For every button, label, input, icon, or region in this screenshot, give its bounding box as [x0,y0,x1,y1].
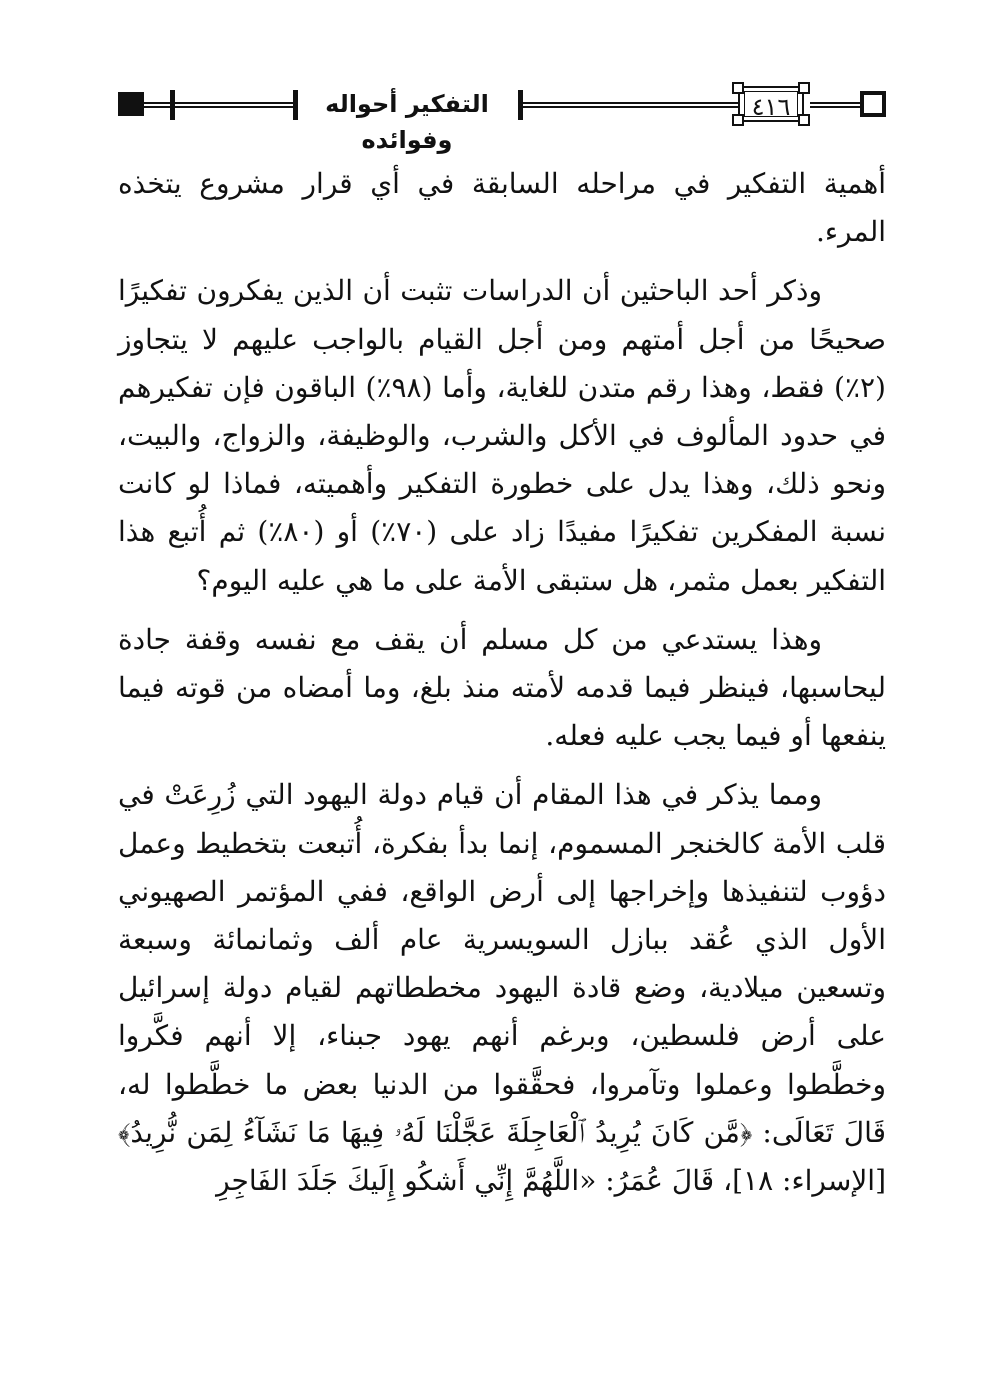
header-rule-right [810,102,860,108]
header-rule-middle [523,102,738,108]
black-square-ornament [118,92,144,116]
paragraph: وذكر أحد الباحثين أن الدراسات تثبت أن الذين يفكرون تفكيرًا صحيحًا من أجل أمتهم ومن أجل القيام بالواجب عليهم لا يتجاوز (٢٪) فقط، وهذا رقم متدن للغاية، وأما (٩٨٪) الباقون فإن تفكيرهم في حدود المألوف في الأكل والشرب، والوظيفة، والزواج، والبيت، ونحو ذلك، وهذا يدل على خطورة التفكير وأهميته، فماذا لو كانت نسبة المفكرين تفكيرًا مفيدًا زاد على (٧٠٪) أو (٨٠٪) ثم أُتبع هذا التفكير بعمل مثمر، هل ستبقى الأمة على ما هي عليه اليوم؟ [118,274,886,597]
page-number-frame [738,86,804,122]
outline-square-ornament [860,91,886,117]
page-number: ٤١٦ [751,93,791,121]
running-title: التفكير أحواله وفوائده [325,90,489,154]
paragraph: وهذا يستدعي من كل مسلم أن يقف مع نفسه وقفة جادة ليحاسبها، فينظر فيما قدمه لأمته منذ بلغ، وما أمضاه من قوته فيما ينفعها أو فيما يجب عليه فعله. [118,622,887,753]
running-header [118,82,886,154]
frame-corner-ornament [798,82,810,94]
frame-corner-ornament [732,114,744,126]
frame-corner-ornament [732,82,744,94]
page-body [118,160,886,1216]
header-rule-left [144,102,170,108]
paragraph: ومما يذكر في هذا المقام أن قيام دولة اليهود التي زُرِعَتْ في قلب الأمة كالخنجر المسموم، إنما بدأ بفكرة، أُتبعت بتخطيط وعمل دؤوب لتنفيذها وإخراجها إلى أرض الواقع، ففي المؤتمر الصهيوني الأول الذي عُقد ببازل السويسرية عام ألف وثمانمائة وسبعة وتسعين ميلادية، وضع قادة اليهود مخططاتهم لقيام دولة إسرائيل على أرض فلسطين، وبرغم أنهم يهود جبناء، إلا أنهم فكَّروا وخطَّطوا وعملوا وتآمروا، فحقَّقوا من الدنيا بعض ما خطَّطوا له، قَالَ تَعَالَى: ﴿مَّن كَانَ يُرِيدُ ٱلْعَاجِلَةَ عَجَّلْنَا لَهُۥ فِيهَا مَا نَشَآءُ لِمَن نُّرِيدُ﴾ [الإسراء: ١٨]، قَالَ عُمَرُ: «اللَّهُمَّ إِنِّي أَشكُو إِلَيكَ جَلَدَ الفَاجِرِ [118,778,886,1198]
page-number-inner-frame [744,91,798,121]
header-rule [175,102,293,108]
frame-corner-ornament [798,114,810,126]
paragraph: أهمية التفكير في مراحله السابقة في أي قرار مشروع يتخذه المرء. [118,167,886,249]
